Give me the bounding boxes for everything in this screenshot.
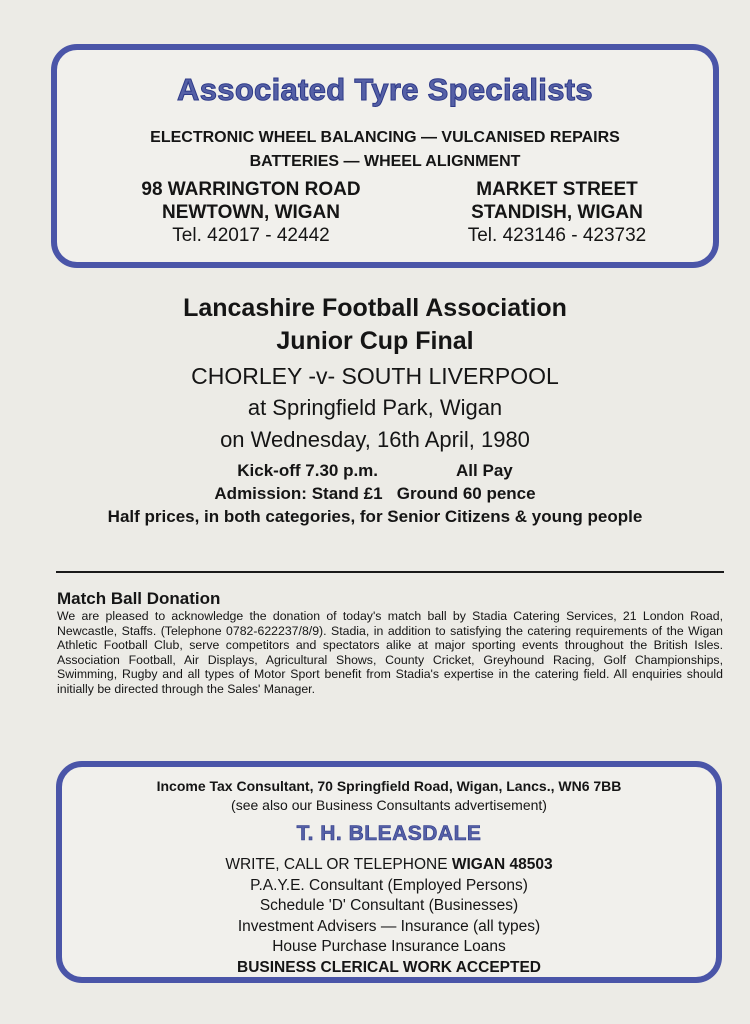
match-announcement xyxy=(0,292,750,528)
service-item: House Purchase Insurance Loans xyxy=(272,938,506,956)
kickoff-row xyxy=(0,459,750,482)
branch-address-line-1: MARKET STREET xyxy=(476,179,638,200)
advert-title: Associated Tyre Specialists xyxy=(177,72,593,107)
donation-title: Match Ball Donation xyxy=(57,589,221,608)
branch-address-line-2: STANDISH, WIGAN xyxy=(471,202,643,223)
tyre-specialists-advert xyxy=(51,44,719,268)
branch-address-line-1: 98 WARRINGTON ROAD xyxy=(141,179,361,200)
all-pay: All Pay xyxy=(456,461,513,480)
services-line-2: BATTERIES — WHEEL ALIGNMENT xyxy=(249,153,521,170)
section-divider xyxy=(56,571,724,573)
contact-line xyxy=(62,855,716,876)
branch-standish xyxy=(407,178,707,247)
contact-prefix: WRITE, CALL OR TELEPHONE xyxy=(225,856,452,873)
match-ball-donation xyxy=(57,589,723,697)
bleasdale-advert xyxy=(56,761,722,983)
kickoff-time: Kick-off 7.30 p.m. xyxy=(237,461,379,480)
cup-name: Junior Cup Final xyxy=(276,327,474,355)
association-name: Lancashire Football Association xyxy=(183,294,567,322)
match-teams: CHORLEY -v- SOUTH LIVERPOOL xyxy=(191,363,559,389)
header-note: (see also our Business Consultants advertisement) xyxy=(231,797,547,813)
branch-telephone: Tel. 42017 - 42442 xyxy=(172,225,330,246)
advert-services xyxy=(57,126,713,174)
closing-line: BUSINESS CLERICAL WORK ACCEPTED xyxy=(237,958,541,976)
branch-telephone: Tel. 423146 - 423732 xyxy=(467,225,647,246)
half-prices-note: Half prices, in both categories, for Senior Citizens & young people xyxy=(107,507,643,526)
service-item: Investment Advisers — Insurance (all types) xyxy=(237,917,541,935)
advert-header xyxy=(62,777,716,815)
contact-phone: WIGAN 48503 xyxy=(451,856,553,873)
header-address: Income Tax Consultant, 70 Springfield Road, Wigan, Lancs., WN6 7BB xyxy=(156,778,622,794)
service-item: P.A.Y.E. Consultant (Employed Persons) xyxy=(250,876,528,894)
match-date: on Wednesday, 16th April, 1980 xyxy=(220,427,530,452)
consultant-services xyxy=(62,855,716,979)
branch-address-line-2: NEWTOWN, WIGAN xyxy=(161,202,340,223)
donation-text: We are pleased to acknowledge the donation of today's match ball by Stadia Catering Services, 21 London Road, Newcastle, Staffs. (Telephone 0782-622237/8/9). Stadia, in addition to satisfying the catering requirements of the Wigan Athletic Football Club, serve competitors and spectators alike at major sporting events throughout the British Isles. Association Football, Air Displays, Agricultural Shows, County Cricket, Greyhound Racing, Golf Championships, Swimming, Rugby and all types of Motor Sport benefit from Stadia's expertise in the catering field. All enquiries should initially be directed through the Sales' Manager. xyxy=(57,609,723,696)
services-line-1: ELECTRONIC WHEEL BALANCING — VULCANISED REPAIRS xyxy=(150,129,620,146)
consultant-name: T. H. BLEASDALE xyxy=(296,822,482,845)
match-venue: at Springfield Park, Wigan xyxy=(247,395,503,420)
admission-prices: Admission: Stand £1 Ground 60 pence xyxy=(214,484,536,503)
service-item: Schedule 'D' Consultant (Businesses) xyxy=(259,897,519,915)
branch-newtown xyxy=(101,178,401,247)
